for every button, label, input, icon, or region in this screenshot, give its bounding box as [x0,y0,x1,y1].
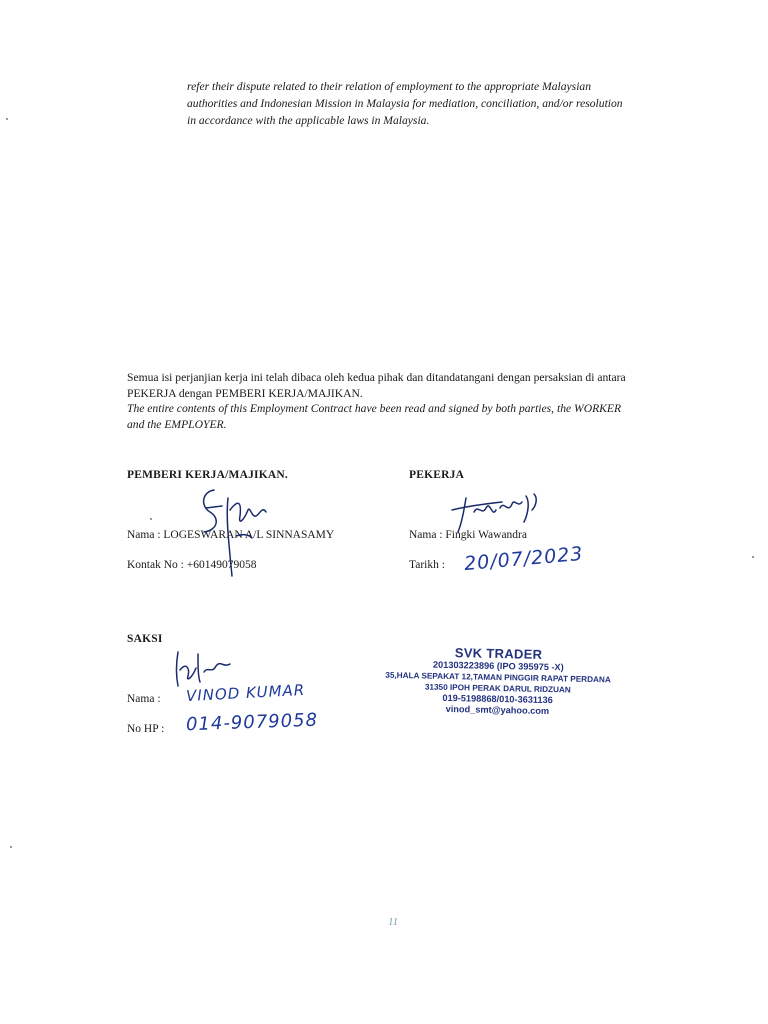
witness-name-handwritten: VINOD KUMAR [185,680,306,706]
stamp-phones: 019-5198868/010-3631136 [442,692,553,706]
top-paragraph [187,78,687,129]
employer-name-value: LOGESWARAN A/L SINNASAMY [163,529,335,541]
scan-speck [10,846,12,848]
worker-name-label: Nama : [409,529,443,541]
witness-heading: SAKSI [127,633,163,645]
stamp-company: SVK TRADER [454,645,543,662]
agreement-malay-line-2: PEKERJA dengan PEMBERI KERJA/MAJIKAN. [127,386,363,400]
witness-phone-label: No HP : [127,723,165,735]
employer-heading: PEMBERI KERJA/MAJIKAN. [127,469,288,481]
employer-signature [192,476,292,586]
stamp-registration: 201303223896 (IPO 395975 -X) [432,659,564,673]
witness-phone-handwritten: 014-9079058 [185,709,319,736]
agreement-english-line-1: The entire contents of this Employment Contract have been read and signed by both parties, the WORKER [127,402,622,415]
employer-name-label: Nama : [127,529,161,541]
top-paragraph-line-3: in accordance with the applicable laws in Malaysia. [187,114,430,127]
witness-name-row [127,693,161,705]
stamp-address-2: 31350 IPOH PERAK DARUL RIDZUAN [424,682,571,695]
stamp-address-1: 35,HALA SEPAKAT 12,TAMAN PINGGIR RAPAT PERDANA [385,670,611,685]
scan-speck [752,556,754,558]
worker-heading: PEKERJA [409,469,465,481]
employer-contact-value: +60149079058 [186,559,257,571]
worker-name-value: Fingki Wawandra [445,529,527,541]
page-number: 11 [388,916,399,928]
witness-name-label: Nama : [127,693,161,705]
top-paragraph-line-1: refer their dispute related to their relation of employment to the appropriate Malaysian [187,80,592,93]
worker-date-handwritten: 20/07/2023 [463,542,585,576]
employer-contact-label: Kontak No : [127,559,184,571]
agreement-paragraph [127,370,687,432]
agreement-english-line-2: and the EMPLOYER. [127,417,227,431]
company-stamp [369,644,626,718]
worker-date-label: Tarikh : [409,559,445,571]
scan-speck [6,118,8,120]
top-paragraph-line-2: authorities and Indonesian Mission in Malaysia for mediation, conciliation, and/or resolution [187,97,623,110]
witness-signature [168,644,238,690]
agreement-malay-line-1: Semua isi perjanjian kerja ini telah dibaca oleh kedua pihak dan ditandatangani dengan persaksian di antara [127,371,626,384]
worker-signature [444,486,554,536]
stamp-email: vinod_smt@yahoo.com [445,703,550,717]
witness-phone-row [127,723,164,735]
worker-date-row [409,559,445,571]
scan-speck [150,518,152,520]
